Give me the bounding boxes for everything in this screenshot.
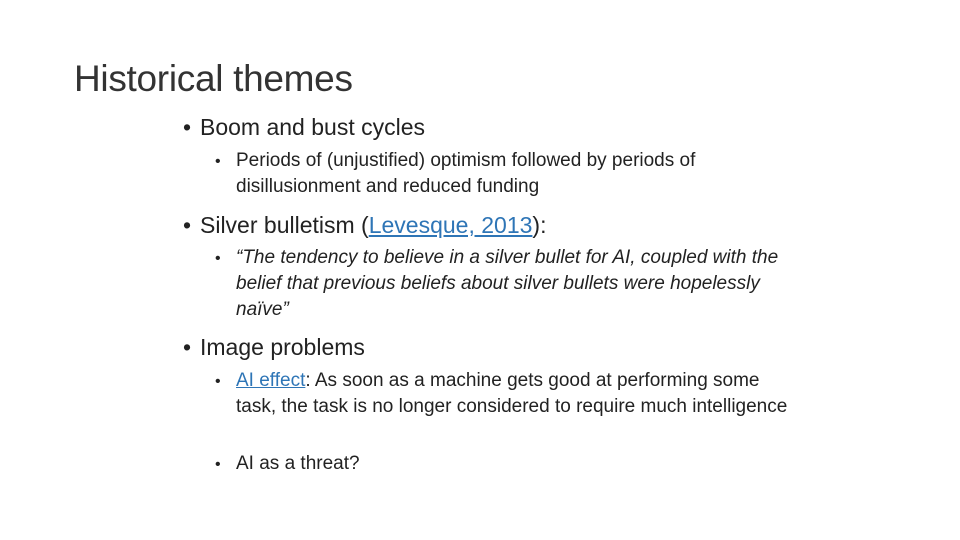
bullet-text: Boom and bust cycles bbox=[200, 114, 426, 140]
sub-bullet-text bbox=[236, 368, 796, 420]
bullet-marker: • bbox=[183, 334, 192, 360]
bullet-marker: • bbox=[215, 250, 221, 267]
bullet-marker: • bbox=[215, 153, 221, 170]
bullet-text: Image problems bbox=[200, 334, 365, 360]
ai-effect-link[interactable]: AI effect bbox=[236, 370, 306, 391]
bullet-text-prefix: Silver bulletism ( bbox=[200, 212, 369, 238]
bullet-marker: • bbox=[183, 114, 192, 140]
bullet-text bbox=[200, 212, 546, 239]
sub-bullet-text: AI as a threat? bbox=[236, 453, 360, 474]
bullet-marker: • bbox=[215, 373, 221, 390]
sub-bullet-text-suffix: : As soon as a machine gets good at performing some task, the task is no longer considered to require much intelligence bbox=[236, 370, 788, 417]
slide-title: Historical themes bbox=[74, 58, 353, 99]
bullet-text-suffix: ): bbox=[532, 212, 547, 238]
sub-bullet-quote-text: “The tendency to believe in a silver bullet for AI, coupled with the belief that previous beliefs about silver bullets were hopelessly naïve” bbox=[236, 247, 779, 320]
bullet-marker: • bbox=[183, 212, 192, 238]
bullet-marker: • bbox=[215, 456, 221, 473]
sub-bullet-text: Periods of (unjustified) optimism followed by periods of disillusionment and reduced funding bbox=[236, 150, 696, 197]
levesque-2013-link[interactable]: Levesque, 2013 bbox=[368, 212, 533, 238]
